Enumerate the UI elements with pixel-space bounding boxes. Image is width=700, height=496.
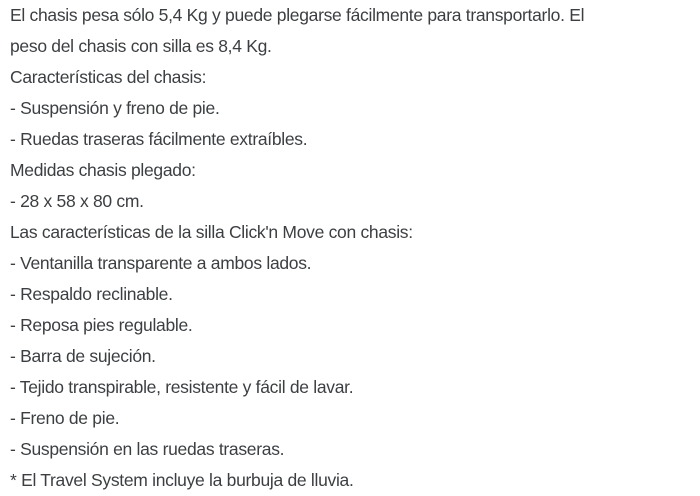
description-line: - 28 x 58 x 80 cm. (10, 191, 144, 211)
description-line: - Respaldo reclinable. (10, 284, 173, 304)
description-line: * El Travel System incluye la burbuja de lluvia. (10, 470, 354, 490)
description-line: - Barra de sujeción. (10, 346, 156, 366)
description-line: Características del chasis: (10, 67, 207, 87)
description-line: - Reposa pies regulable. (10, 315, 193, 335)
description-line: Las características de la silla Click'n Move con chasis: (10, 222, 413, 242)
description-line: - Ventanilla transparente a ambos lados. (10, 253, 312, 273)
description-line: - Tejido transpirable, resistente y fácil de lavar. (10, 377, 354, 397)
description-line: - Freno de pie. (10, 408, 120, 428)
description-line: - Ruedas traseras fácilmente extraíbles. (10, 129, 308, 149)
description-line: Medidas chasis plegado: (10, 160, 196, 180)
description-line: El chasis pesa sólo 5,4 Kg y puede plegarse fácilmente para transportarlo. El (10, 5, 585, 25)
description-line: - Suspensión en las ruedas traseras. (10, 439, 285, 459)
description-line: peso del chasis con silla es 8,4 Kg. (10, 36, 272, 56)
description-line: - Suspensión y freno de pie. (10, 98, 220, 118)
